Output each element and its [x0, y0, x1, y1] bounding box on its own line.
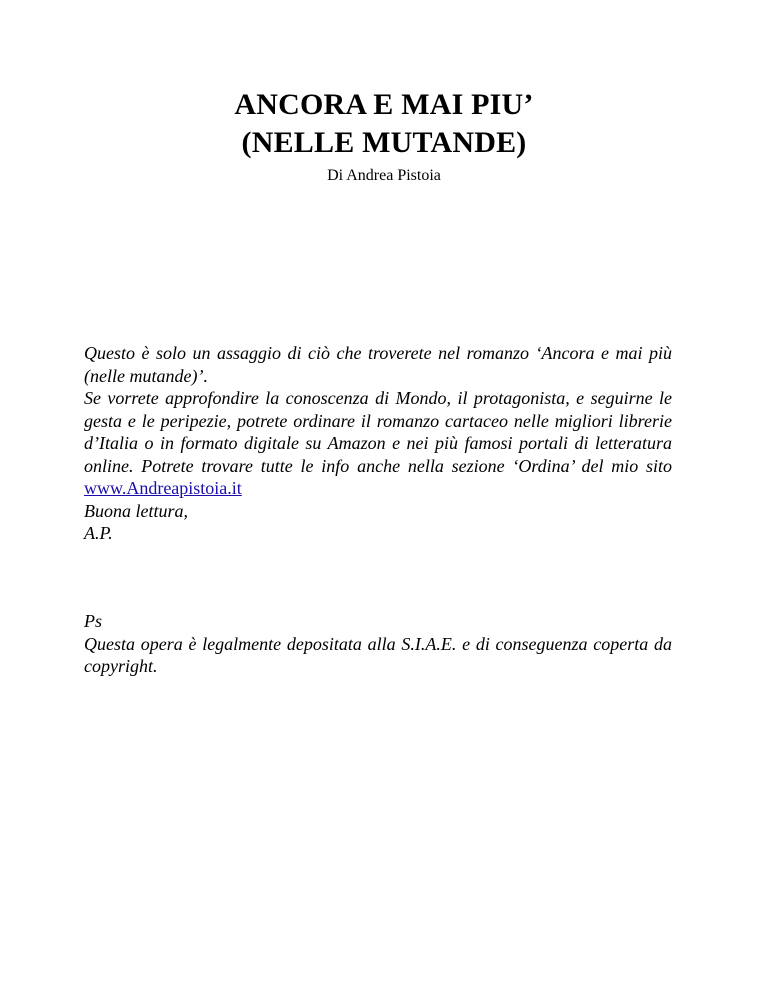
ordering-paragraph — [84, 387, 672, 500]
intro-section — [84, 342, 672, 545]
author-byline: Di Andrea Pistoia — [327, 167, 441, 184]
title-line-2: (NELLE MUTANDE) — [241, 126, 527, 159]
title-line-1: ANCORA E MAI PIU’ — [234, 88, 534, 121]
copyright-notice: Questa opera è legalmente depositata alla S.I.A.E. e di conseguenza coperta da copyright. — [84, 633, 672, 676]
ps-label: Ps — [84, 611, 102, 631]
ps-section — [84, 610, 672, 678]
title-block — [0, 86, 768, 186]
ordering-text: Se vorrete approfondire la conoscenza di Mondo, il protagonista, e seguirne le gesta e le peripezie, potrete ordinare il romanzo cartaceo nelle migliori librerie d’Italia o in formato digitale su Amazon e nei più famosi portali di letteratura online. Potrete trovare tutte le info anche nella sezione ‘Ordina’ del mio sito — [84, 388, 672, 476]
website-link[interactable]: www.Andreapistoia.it — [84, 478, 242, 498]
intro-paragraph: Questo è solo un assaggio di ciò che troverete nel romanzo ‘Ancora e mai più (nelle mutande)’. — [84, 343, 672, 386]
signature: A.P. — [84, 523, 113, 543]
closing-line: Buona lettura, — [84, 500, 188, 521]
